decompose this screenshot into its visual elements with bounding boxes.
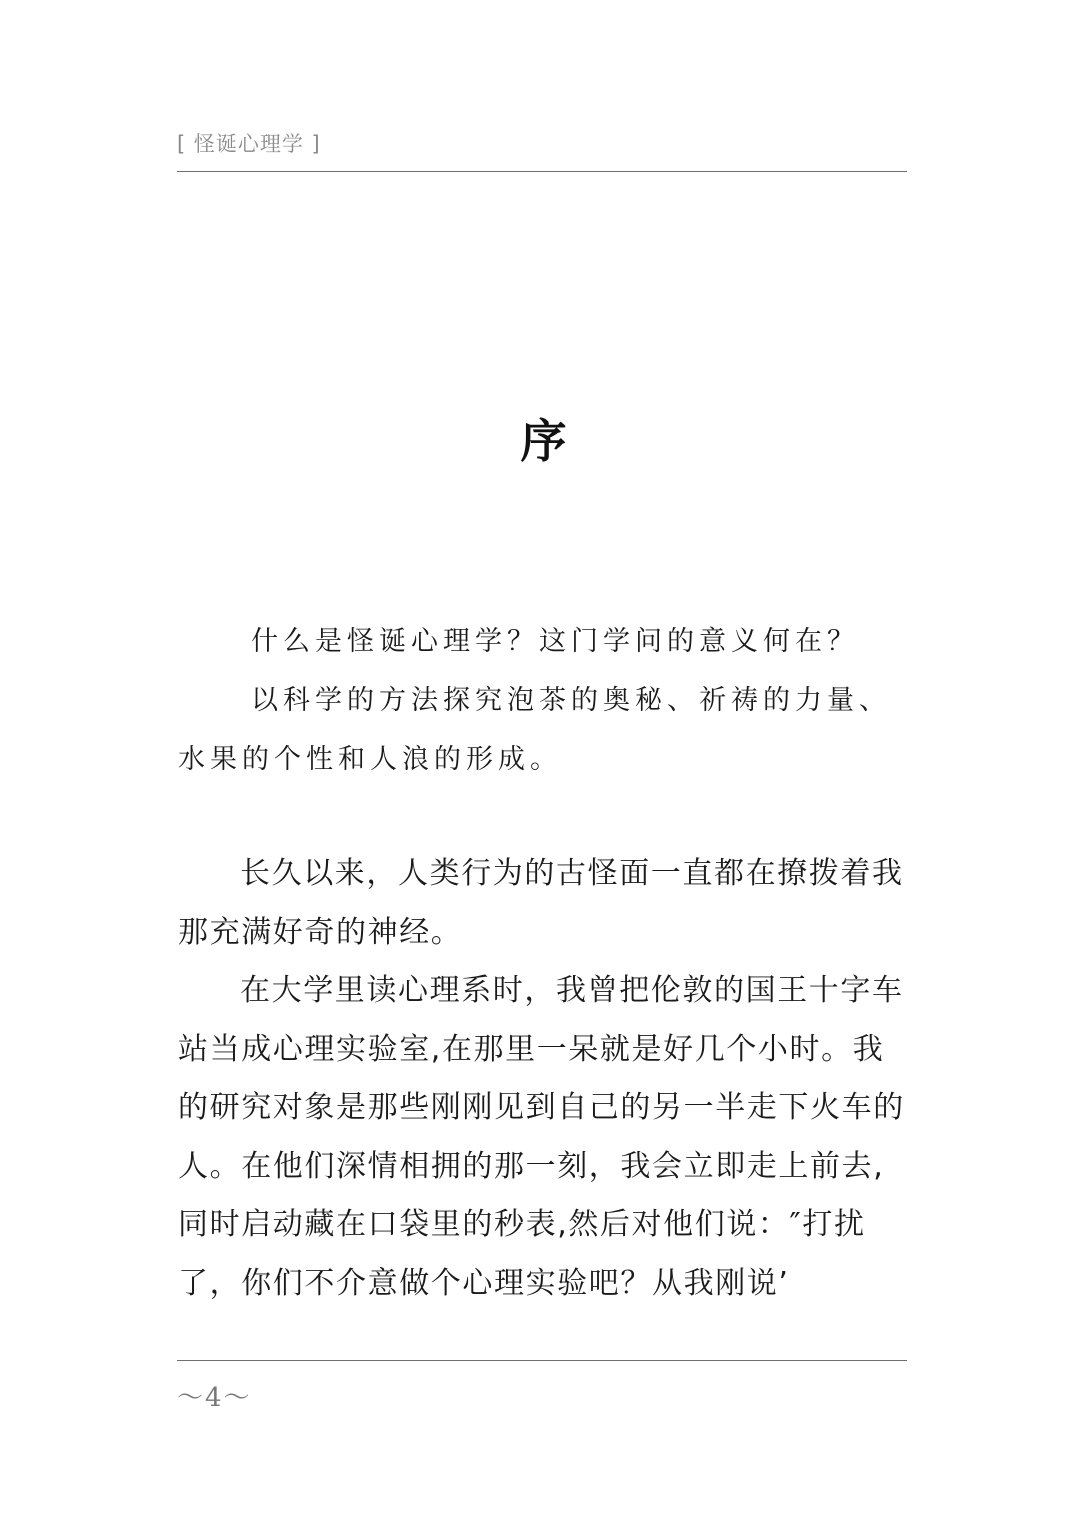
paragraph: 在大学里读心理系时，我曾把伦敦的国王十字车站当成心理实验室,在那里一呆就是好几个小时。我的研究对象是那些刚刚见到自己的另一半走下火车的人。在他们深情相拥的那一刻，我会立即走上前去,同时启动藏在口袋里的秒表,然后对他们说：″打扰了，你们不介意做个心理实验吧？从我刚说’ [178, 973, 905, 1301]
paragraph: 长久以来，人类行为的古怪面一直都在撩拨着我那充满好奇的神经。 [178, 856, 904, 950]
chapter-title: 序 [520, 414, 567, 468]
page-number: ～4～ [177, 1383, 252, 1413]
footer-rule [177, 1360, 907, 1361]
running-head-book-title: [ 怪诞心理学 ] [177, 132, 321, 156]
epigraph [178, 612, 913, 789]
body-text [178, 845, 913, 1313]
epigraph-answer: 以科学的方法探究泡茶的奥秘、祈祷的力量、水果的个性和人浪的形成。 [178, 685, 891, 775]
epigraph-question: 什么是怪诞心理学？这门学问的意义何在？ [251, 626, 859, 657]
header-rule [177, 171, 907, 172]
